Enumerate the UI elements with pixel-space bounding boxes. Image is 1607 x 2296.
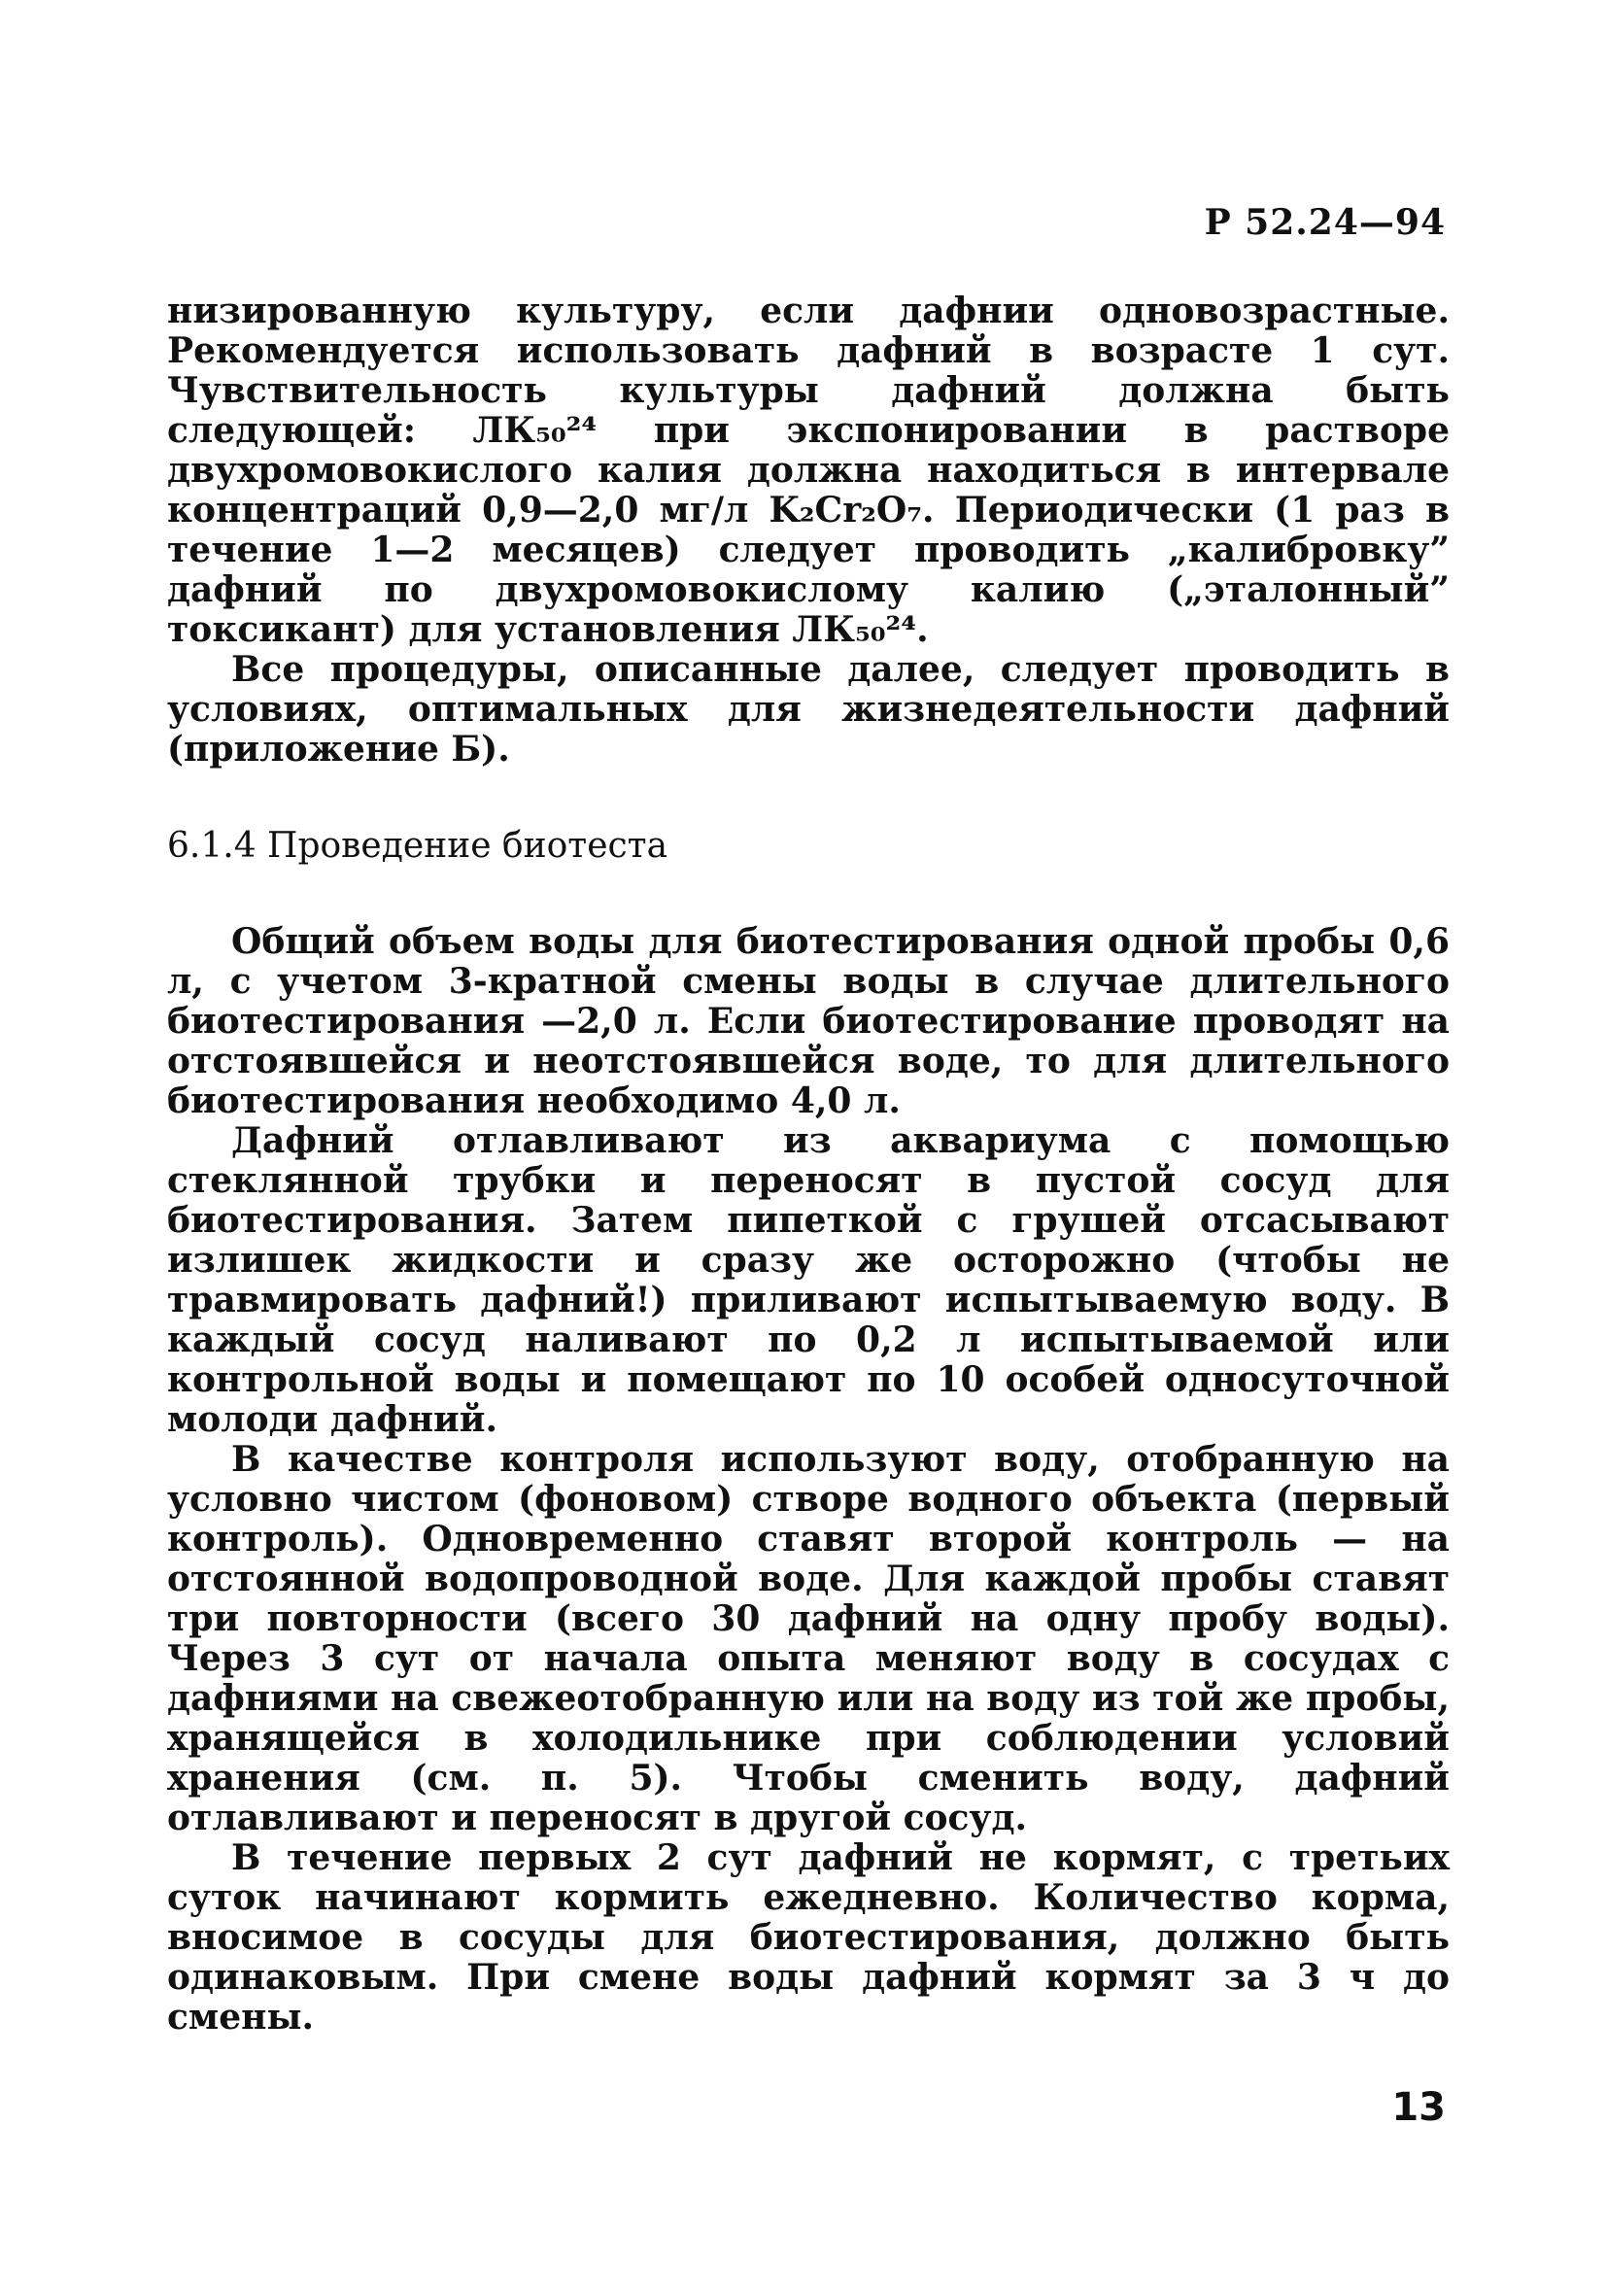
paragraph: Дафний отлавливают из аквариума с помощью стеклянной трубки и переносят в пустой сосуд для биотестирования. Затем пипеткой с грушей отсасывают излишек жидкости и сразу же осторожно (чтобы не травмировать дафний!) приливают испытываемую воду. В каждый сосуд наливают по 0,2 л испытываемой или контрольной воды и помещают по 10 особей односуточной молоди дафний. xyxy=(167,1120,1450,1440)
body-text xyxy=(167,291,1450,2038)
paragraph: В течение первых 2 сут дафний не кормят, с третьих суток начинают кормить ежедневно. Количество корма, вносимое в сосуды для биотестирования, должно быть одинаковым. При смене воды дафний кормят за 3 ч до смены. xyxy=(167,1837,1450,2038)
section-heading: 6.1.4 Проведение биотеста xyxy=(167,826,668,866)
paragraph: Все процедуры, описанные далее, следует проводить в условиях, оптимальных для жизнедеятельности дафний (приложение Б). xyxy=(167,649,1450,770)
paragraph: низированную культуру, если дафнии одновозрастные. Рекомендуется использовать дафний в возрасте 1 сут. Чувствительность культуры дафний должна быть следующей: ЛК₅₀²⁴ при экспонировании в растворе двухромовокислого калия должна находиться в интервале концентраций 0,9—2,0 мг/л K₂Cr₂O₇. Периодически (1 раз в течение 1—2 месяцев) следует проводить „калибровку” дафний по двухромовокислому калию („эталонный” токсикант) для установления ЛК₅₀²⁴. xyxy=(167,291,1450,650)
paragraph: В качестве контроля используют воду, отобранную на условно чистом (фоновом) створе водного объекта (первый контроль). Одновременно ставят второй контроль — на отстоянной водопроводной воде. Для каждой пробы ставят три повторности (всего 30 дафний на одну пробу воды). Через 3 сут от начала опыта меняют воду в сосудах с дафниями на свежеотобранную или на воду из той же пробы, хранящейся в холодильнике при соблюдении условий хранения (см. п. 5). Чтобы сменить воду, дафний отлавливают и переносят в другой сосуд. xyxy=(167,1439,1450,1838)
document-code: Р 52.24—94 xyxy=(1204,202,1446,243)
page-number: 13 xyxy=(1391,2085,1446,2130)
paragraph: Общий объем воды для биотестирования одной пробы 0,6 л, с учетом 3-кратной смены воды в случае длительного биотестирования —2,0 л. Если биотестирование проводят на отстоявшейся и неотстоявшейся воде, то для длительного биотестирования необходимо 4,0 л. xyxy=(167,921,1450,1121)
